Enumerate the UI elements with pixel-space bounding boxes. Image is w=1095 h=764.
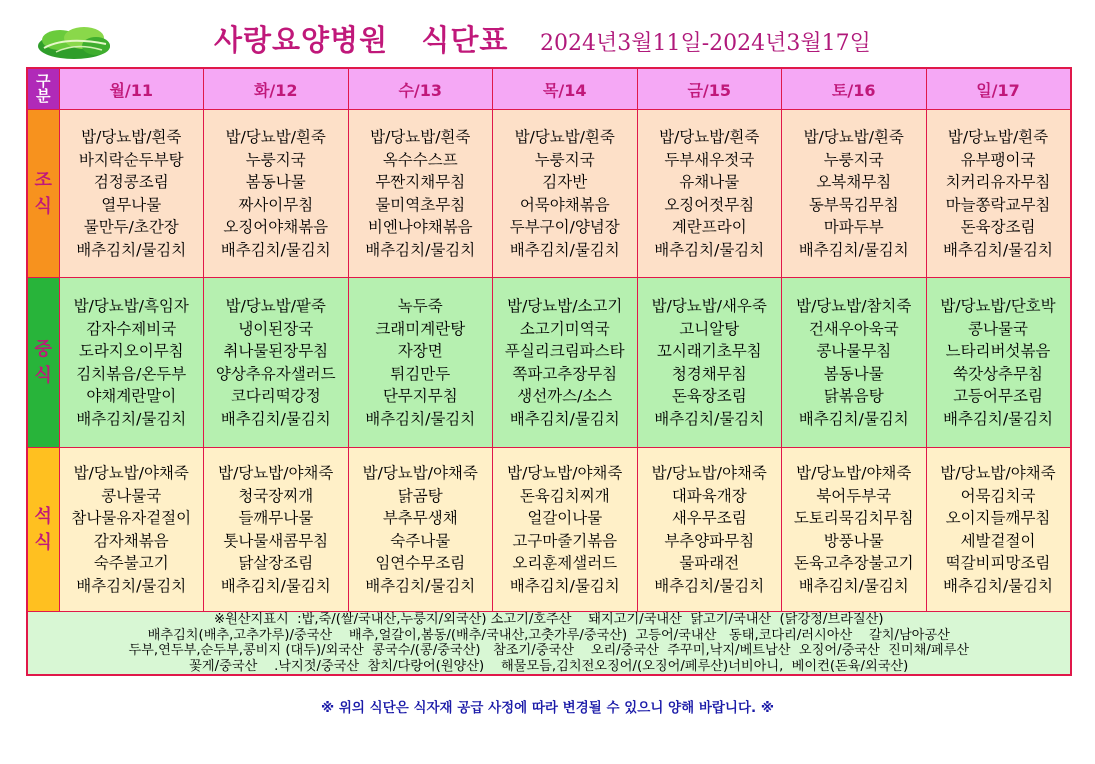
dish-item: 어묵야채볶음 bbox=[519, 195, 610, 214]
dish-item: 쪽파고추장무침 bbox=[512, 364, 618, 383]
dish-item: 도토리묵김치무침 bbox=[793, 509, 914, 527]
dish-item: 배추김치/물김치 bbox=[365, 576, 476, 595]
dish-item: 물파래전 bbox=[679, 554, 740, 572]
menu-cell-wed bbox=[348, 278, 493, 448]
dish-item: 밥/당뇨밥/야채죽 bbox=[651, 464, 767, 482]
day-header-thu: 목/14 bbox=[493, 68, 638, 110]
dish-item: 치커리유자무침 bbox=[945, 173, 1051, 191]
dish-item: 돈육장조림 bbox=[960, 218, 1036, 236]
dish-item: 두부구이/양념장 bbox=[509, 218, 620, 236]
dish-item: 오이지들깨무침 bbox=[945, 509, 1051, 527]
dish-item: 방풍나물 bbox=[823, 531, 884, 550]
menu-cell-tue bbox=[204, 110, 349, 278]
dish-item: 배추김치/물김치 bbox=[509, 409, 620, 428]
dish-item: 오복채무침 bbox=[816, 173, 892, 191]
dish-item: 밥/당뇨밥/야채죽 bbox=[507, 464, 623, 482]
dish-item: 돈육장조림 bbox=[671, 387, 747, 405]
dish-item: 코다리떡강정 bbox=[230, 387, 321, 405]
dish-item: 배추김치/물김치 bbox=[220, 576, 331, 595]
day-header-sun: 일/17 bbox=[926, 68, 1071, 110]
meal-label: 석식 bbox=[34, 505, 52, 553]
dish-item: 감자수제비국 bbox=[86, 319, 177, 338]
dish-item: 건새우아욱국 bbox=[808, 319, 899, 338]
dish-item: 배추김치/물김치 bbox=[942, 240, 1054, 259]
dish-item: 봄동나물 bbox=[245, 173, 306, 191]
breakfast-row bbox=[27, 110, 1071, 278]
dish-item: 배추김치/물김치 bbox=[76, 409, 187, 428]
dish-item: 배추김치/물김치 bbox=[654, 409, 765, 428]
dish-item: 떡갈비피망조림 bbox=[945, 554, 1051, 572]
dish-item: 두부새우젓국 bbox=[664, 150, 755, 169]
dish-item: 대파육개장 bbox=[671, 486, 747, 505]
dish-item: 배추김치/물김치 bbox=[798, 576, 909, 595]
origin-note-line: ※원산지표시 :밥,죽/(쌀/국내산,누룽지/외국산) 소고기/호주산 돼지고기/국내산 닭고기/국내산 (닭강정/브라질산) bbox=[214, 612, 884, 627]
dish-item: 숙주나물 bbox=[390, 531, 451, 550]
dish-item: 오징어젓무침 bbox=[664, 195, 755, 214]
dish-item: 밥/당뇨밥/흰죽 bbox=[81, 128, 182, 146]
origin-note-line: 배추김치(배추,고추가루)/중국산 배추,얼갈이,봄동/(배추/국내산,고춧가루/중국산) 고등어/국내산 동태,코다리/러시아산 갈치/남아공산 bbox=[147, 627, 950, 643]
dish-item: 바지락순두부탕 bbox=[78, 150, 184, 169]
dish-item: 배추김치/물김치 bbox=[365, 240, 476, 259]
dish-item: 배추김치/물김치 bbox=[76, 576, 187, 595]
dish-item: 밥/당뇨밥/흰죽 bbox=[514, 128, 615, 146]
dish-item: 배추김치/물김치 bbox=[220, 409, 331, 428]
dish-item: 부추양파무침 bbox=[664, 531, 755, 550]
dish-item: 밥/당뇨밥/흰죽 bbox=[947, 128, 1049, 146]
dish-item: 임연수무조림 bbox=[375, 554, 466, 572]
menu-cell-sun bbox=[926, 448, 1071, 612]
menu-cell-thu bbox=[493, 448, 638, 612]
dish-item: 톳나물새콤무침 bbox=[223, 531, 329, 550]
day-header-fri: 금/15 bbox=[637, 68, 782, 110]
dish-item: 배추김치/물김치 bbox=[942, 409, 1054, 428]
dish-item: 어묵김치국 bbox=[960, 486, 1036, 505]
dish-item: 마파두부 bbox=[823, 218, 884, 236]
dish-item: 냉이된장국 bbox=[238, 319, 314, 338]
dish-item: 밥/당뇨밥/흰죽 bbox=[803, 128, 904, 146]
dish-item: 단무지무침 bbox=[382, 387, 458, 405]
dish-item: 동부묵김무침 bbox=[808, 195, 899, 214]
dish-item: 짜사이무침 bbox=[238, 195, 314, 214]
dish-item: 물미역초무침 bbox=[375, 195, 466, 214]
dish-item: 밥/당뇨밥/야채죽 bbox=[218, 464, 334, 482]
dish-item: 누룽지국 bbox=[245, 150, 306, 169]
dish-item: 크래미계란탕 bbox=[375, 319, 466, 338]
dish-item: 콩나물국 bbox=[101, 486, 162, 505]
dish-item: 녹두죽 bbox=[397, 297, 443, 315]
dish-item: 도라지오이무침 bbox=[78, 342, 184, 360]
menu-cell-wed bbox=[348, 448, 493, 612]
dish-item: 배추김치/물김치 bbox=[654, 240, 765, 259]
menu-cell-sat bbox=[782, 448, 927, 612]
dish-item: 오리훈제샐러드 bbox=[512, 554, 618, 572]
dish-item: 김자반 bbox=[542, 173, 588, 191]
dish-item: 밥/당뇨밥/야채죽 bbox=[796, 464, 912, 482]
dish-item: 밥/당뇨밥/흰죽 bbox=[225, 128, 326, 146]
dish-item: 얼갈이나물 bbox=[527, 509, 603, 527]
dish-item: 배추김치/물김치 bbox=[76, 240, 187, 259]
lunch-label bbox=[27, 278, 59, 448]
dish-item: 들깨무나물 bbox=[238, 509, 314, 527]
dish-item: 오징어야채볶음 bbox=[223, 218, 329, 236]
dish-item: 밥/당뇨밥/흰죽 bbox=[659, 128, 760, 146]
dish-item: 배추김치/물김치 bbox=[220, 240, 331, 259]
menu-cell-thu bbox=[493, 110, 638, 278]
dish-item: 새우무조림 bbox=[671, 509, 747, 527]
dish-item: 밥/당뇨밥/소고기 bbox=[507, 297, 623, 315]
dish-item: 돈육김치찌개 bbox=[519, 486, 610, 505]
dish-item: 열무나물 bbox=[101, 195, 162, 214]
menu-cell-wed bbox=[348, 110, 493, 278]
dish-item: 소고기미역국 bbox=[519, 319, 610, 338]
menu-cell-tue bbox=[204, 448, 349, 612]
dish-item: 숙주불고기 bbox=[93, 554, 169, 572]
dish-item: 청경채무침 bbox=[671, 364, 747, 383]
date-range: 2024년3월11일-2024년3월17일 bbox=[540, 31, 871, 56]
dish-item: 감자채볶음 bbox=[93, 531, 169, 550]
dinner-row bbox=[27, 448, 1071, 612]
dish-item: 느타리버섯볶음 bbox=[945, 342, 1051, 360]
menu-cell-sun bbox=[926, 110, 1071, 278]
dish-item: 밥/당뇨밥/참치죽 bbox=[796, 297, 912, 315]
meal-plan-table bbox=[26, 67, 1072, 676]
menu-cell-mon bbox=[59, 278, 204, 448]
dish-item: 생선까스/소스 bbox=[517, 387, 613, 405]
dish-item: 고구마줄기볶음 bbox=[512, 531, 618, 550]
breakfast-label bbox=[27, 110, 59, 278]
dish-item: 배추김치/물김치 bbox=[509, 240, 620, 259]
menu-cell-thu bbox=[493, 278, 638, 448]
category-header bbox=[27, 68, 59, 110]
dish-item: 콩나물무침 bbox=[816, 342, 892, 360]
meal-label: 중식 bbox=[34, 338, 52, 386]
dish-item: 배추김치/물김치 bbox=[942, 576, 1054, 595]
dish-item: 배추김치/물김치 bbox=[365, 409, 476, 428]
meal-label: 조식 bbox=[34, 169, 52, 217]
dish-item: 청국장찌개 bbox=[238, 486, 314, 505]
dish-item: 밥/당뇨밥/흑임자 bbox=[73, 297, 189, 315]
day-header-wed: 수/13 bbox=[348, 68, 493, 110]
dish-item: 밥/당뇨밥/팥죽 bbox=[225, 297, 326, 315]
menu-cell-tue bbox=[204, 278, 349, 448]
dish-item: 밥/당뇨밥/야채죽 bbox=[73, 464, 189, 482]
category-label: 구분 bbox=[36, 72, 51, 105]
dish-item: 배추김치/물김치 bbox=[509, 576, 620, 595]
dish-item: 김치볶음/온두부 bbox=[76, 364, 187, 383]
dish-item: 세발겉절이 bbox=[960, 531, 1036, 550]
dish-item: 양상추유자샐러드 bbox=[215, 364, 336, 383]
dish-item: 배추김치/물김치 bbox=[798, 240, 909, 259]
menu-cell-mon bbox=[59, 448, 204, 612]
dish-item: 배추김치/물김치 bbox=[798, 409, 909, 428]
dish-item: 돈육고추장불고기 bbox=[793, 554, 914, 572]
dish-item: 무짠지채무침 bbox=[375, 173, 466, 191]
dish-item: 마늘쫑락교무침 bbox=[945, 195, 1051, 214]
dish-item: 누룽지국 bbox=[823, 150, 884, 169]
dish-item: 쑥갓상추무침 bbox=[953, 364, 1043, 383]
dish-item: 콩나물국 bbox=[968, 319, 1028, 338]
dish-item: 계란프라이 bbox=[671, 218, 747, 236]
dish-item: 고등어무조림 bbox=[953, 387, 1043, 405]
page-title: 사랑요양병원 식단표 bbox=[214, 23, 509, 57]
page-header bbox=[0, 0, 1095, 64]
dish-item: 옥수수스프 bbox=[382, 150, 458, 169]
dish-item: 봄동나물 bbox=[823, 364, 884, 383]
day-header-tue: 화/12 bbox=[204, 68, 349, 110]
dish-item: 취나물된장무침 bbox=[223, 342, 329, 360]
origin-note-line: 꽃게/중국산 .낙지젓/중국산 참치/다랑어(원양산) 해물모듬,김치전오징어/(오징어/페루산)너비아니, 베이컨(돈육/외국산) bbox=[189, 658, 909, 674]
origin-note-line: 두부,연두부,순두부,콩비지 (대두)/외국산 콩국수/(콩/중국산) 참조기/중국산 오리/중국산 주꾸미,낙지/베트남산 오징어/중국산 진미채/페루산 bbox=[128, 643, 970, 658]
dish-item: 유부팽이국 bbox=[960, 150, 1036, 169]
day-header-row bbox=[27, 68, 1071, 110]
dish-item: 부추무생채 bbox=[382, 509, 458, 527]
dish-item: 물만두/초간장 bbox=[83, 218, 179, 236]
day-header-mon: 월/11 bbox=[59, 68, 204, 110]
dish-item: 야채계란말이 bbox=[86, 387, 177, 405]
dinner-label bbox=[27, 448, 59, 612]
dish-item: 밥/당뇨밥/야채죽 bbox=[940, 464, 1056, 482]
dish-item: 고니알탕 bbox=[679, 319, 740, 338]
day-header-sat: 토/16 bbox=[782, 68, 927, 110]
dish-item: 푸실리크림파스타 bbox=[504, 342, 625, 360]
dish-item: 밥/당뇨밥/단호박 bbox=[940, 297, 1056, 315]
change-notice: ※ 위의 식단은 식자재 공급 사정에 따라 변경될 수 있으니 양해 바랍니다. ※ bbox=[321, 700, 774, 716]
dish-item: 참나물유자겉절이 bbox=[71, 509, 192, 527]
dish-item: 누룽지국 bbox=[534, 150, 595, 169]
menu-cell-fri bbox=[637, 278, 782, 448]
dish-item: 밥/당뇨밥/야채죽 bbox=[362, 464, 478, 482]
menu-cell-mon bbox=[59, 110, 204, 278]
dish-item: 유채나물 bbox=[679, 173, 740, 191]
dish-item: 배추김치/물김치 bbox=[654, 576, 765, 595]
lettuce-leaves-icon bbox=[36, 22, 112, 62]
origin-note bbox=[27, 612, 1071, 676]
dish-item: 꼬시래기초무침 bbox=[656, 342, 762, 360]
menu-cell-sat bbox=[782, 110, 927, 278]
dish-item: 닭볶음탕 bbox=[823, 387, 884, 405]
dish-item: 밥/당뇨밥/새우죽 bbox=[651, 297, 767, 315]
menu-cell-sat bbox=[782, 278, 927, 448]
dish-item: 닭곰탕 bbox=[397, 486, 443, 505]
menu-cell-fri bbox=[637, 448, 782, 612]
dish-item: 북어두부국 bbox=[816, 486, 892, 505]
origin-note-row bbox=[27, 612, 1071, 676]
dish-item: 자장면 bbox=[397, 342, 443, 360]
dish-item: 튀김만두 bbox=[390, 364, 451, 383]
menu-cell-sun bbox=[926, 278, 1071, 448]
lunch-row bbox=[27, 278, 1071, 448]
dish-item: 밥/당뇨밥/흰죽 bbox=[370, 128, 471, 146]
dish-item: 검정콩조림 bbox=[93, 173, 169, 191]
dish-item: 비엔나야채볶음 bbox=[367, 218, 473, 236]
menu-cell-fri bbox=[637, 110, 782, 278]
dish-item: 닭살장조림 bbox=[238, 554, 314, 572]
